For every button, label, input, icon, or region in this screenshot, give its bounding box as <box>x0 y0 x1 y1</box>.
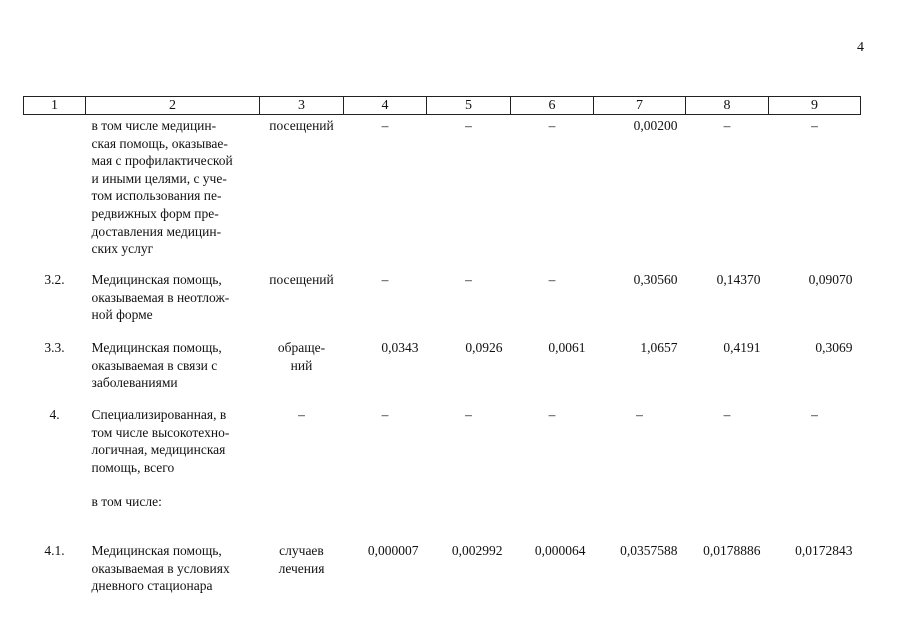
table-row <box>24 115 861 272</box>
value-cell: – <box>548 407 556 422</box>
value-cell: 0,30560 <box>633 272 678 287</box>
row-unit <box>260 406 344 542</box>
table-row <box>24 271 861 339</box>
unit-line: ний <box>290 357 313 373</box>
table-row <box>24 406 861 542</box>
row-unit <box>260 115 344 272</box>
value-cell: – <box>548 272 556 287</box>
row-name <box>86 271 260 339</box>
row-unit <box>260 339 344 406</box>
value-cell: – <box>465 407 472 422</box>
value-cell: – <box>548 118 556 133</box>
name-line: редвижных форм пре- <box>91 205 219 221</box>
page-number: 4 <box>857 40 864 55</box>
value-cell: – <box>465 118 472 133</box>
data-table <box>23 96 861 595</box>
row-unit <box>260 542 344 595</box>
value-cell: 0,000064 <box>534 543 586 558</box>
name-line: и иными целями, с уче- <box>91 170 227 186</box>
unit-line: обраще- <box>277 340 326 355</box>
unit-line: посещений <box>269 272 334 287</box>
value-cell: – <box>381 118 389 133</box>
column-number-header <box>24 97 861 115</box>
header-cell: 1 <box>24 97 86 115</box>
name-line: оказываемая в неотлож- <box>91 289 230 305</box>
value-cell: 0,0061 <box>548 340 586 355</box>
value-cell: 0,000007 <box>367 543 419 558</box>
value-cell: – <box>811 407 818 422</box>
value-cell: – <box>723 407 731 422</box>
name-line: доставления медицин- <box>91 223 222 239</box>
value-cell: 0,0172843 <box>795 543 853 558</box>
row-number <box>24 115 86 272</box>
header-cell: 2 <box>86 97 260 115</box>
row-unit <box>260 271 344 339</box>
value-cell: – <box>381 272 389 287</box>
header-cell: 6 <box>511 97 594 115</box>
value-cell: – <box>381 407 389 422</box>
row-number: 3.3. <box>44 340 65 355</box>
value-cell: 0,09070 <box>808 272 853 287</box>
name-line: мая с профилактической <box>91 153 233 169</box>
value-cell: 0,0178886 <box>703 543 761 558</box>
name-line: ной форме <box>91 307 153 323</box>
sub-label: в том числе: <box>91 494 162 510</box>
name-line: Медицинская помощь, <box>91 340 222 355</box>
name-line: дневного стационара <box>91 578 213 594</box>
unit-line: случаев <box>279 543 324 558</box>
header-cell: 3 <box>260 97 344 115</box>
name-line: ских услуг <box>91 241 154 257</box>
name-line: Специализированная, в <box>91 407 227 422</box>
unit-line: посещений <box>269 118 334 133</box>
value-cell: – <box>811 118 818 133</box>
value-cell: – <box>465 272 472 287</box>
name-line: том использования пе- <box>91 188 222 204</box>
name-line: Медицинская помощь, <box>91 543 222 558</box>
header-cell: 4 <box>344 97 427 115</box>
value-cell: 0,002992 <box>451 543 503 558</box>
header-cell: 8 <box>686 97 769 115</box>
value-cell: 0,0343 <box>381 340 419 355</box>
value-cell: 0,4191 <box>723 340 761 355</box>
row-name <box>86 542 260 595</box>
name-line: оказываемая в условиях <box>91 560 230 576</box>
row-name <box>86 406 260 542</box>
row-number: 3.2. <box>44 272 65 287</box>
table-row <box>24 339 861 406</box>
name-line: заболеваниями <box>91 375 178 391</box>
value-cell: 0,14370 <box>716 272 761 287</box>
name-line: в том числе медицин- <box>91 118 217 133</box>
row-number: 4.1. <box>44 543 65 558</box>
unit-line: лечения <box>278 560 325 576</box>
header-cell: 5 <box>427 97 511 115</box>
value-cell: 0,3069 <box>815 340 853 355</box>
row-name <box>86 115 260 272</box>
name-line: ская помощь, оказывае- <box>91 135 228 151</box>
name-line: логичная, медицинская <box>91 442 226 458</box>
name-line: Медицинская помощь, <box>91 272 222 287</box>
name-line: оказываемая в связи с <box>91 357 218 373</box>
table-row <box>24 542 861 595</box>
header-cell: 7 <box>594 97 686 115</box>
name-line: помощь, всего <box>91 459 175 475</box>
value-cell: 0,00200 <box>633 118 678 133</box>
value-cell: – <box>723 118 731 133</box>
unit-line: – <box>298 407 305 422</box>
name-line: том числе высокотехно- <box>91 424 230 440</box>
row-name <box>86 339 260 406</box>
value-cell: 1,0657 <box>640 340 678 355</box>
value-cell: – <box>636 407 643 422</box>
header-cell: 9 <box>769 97 861 115</box>
value-cell: 0,0357588 <box>620 543 678 558</box>
row-number: 4. <box>49 407 60 422</box>
value-cell: 0,0926 <box>465 340 503 355</box>
